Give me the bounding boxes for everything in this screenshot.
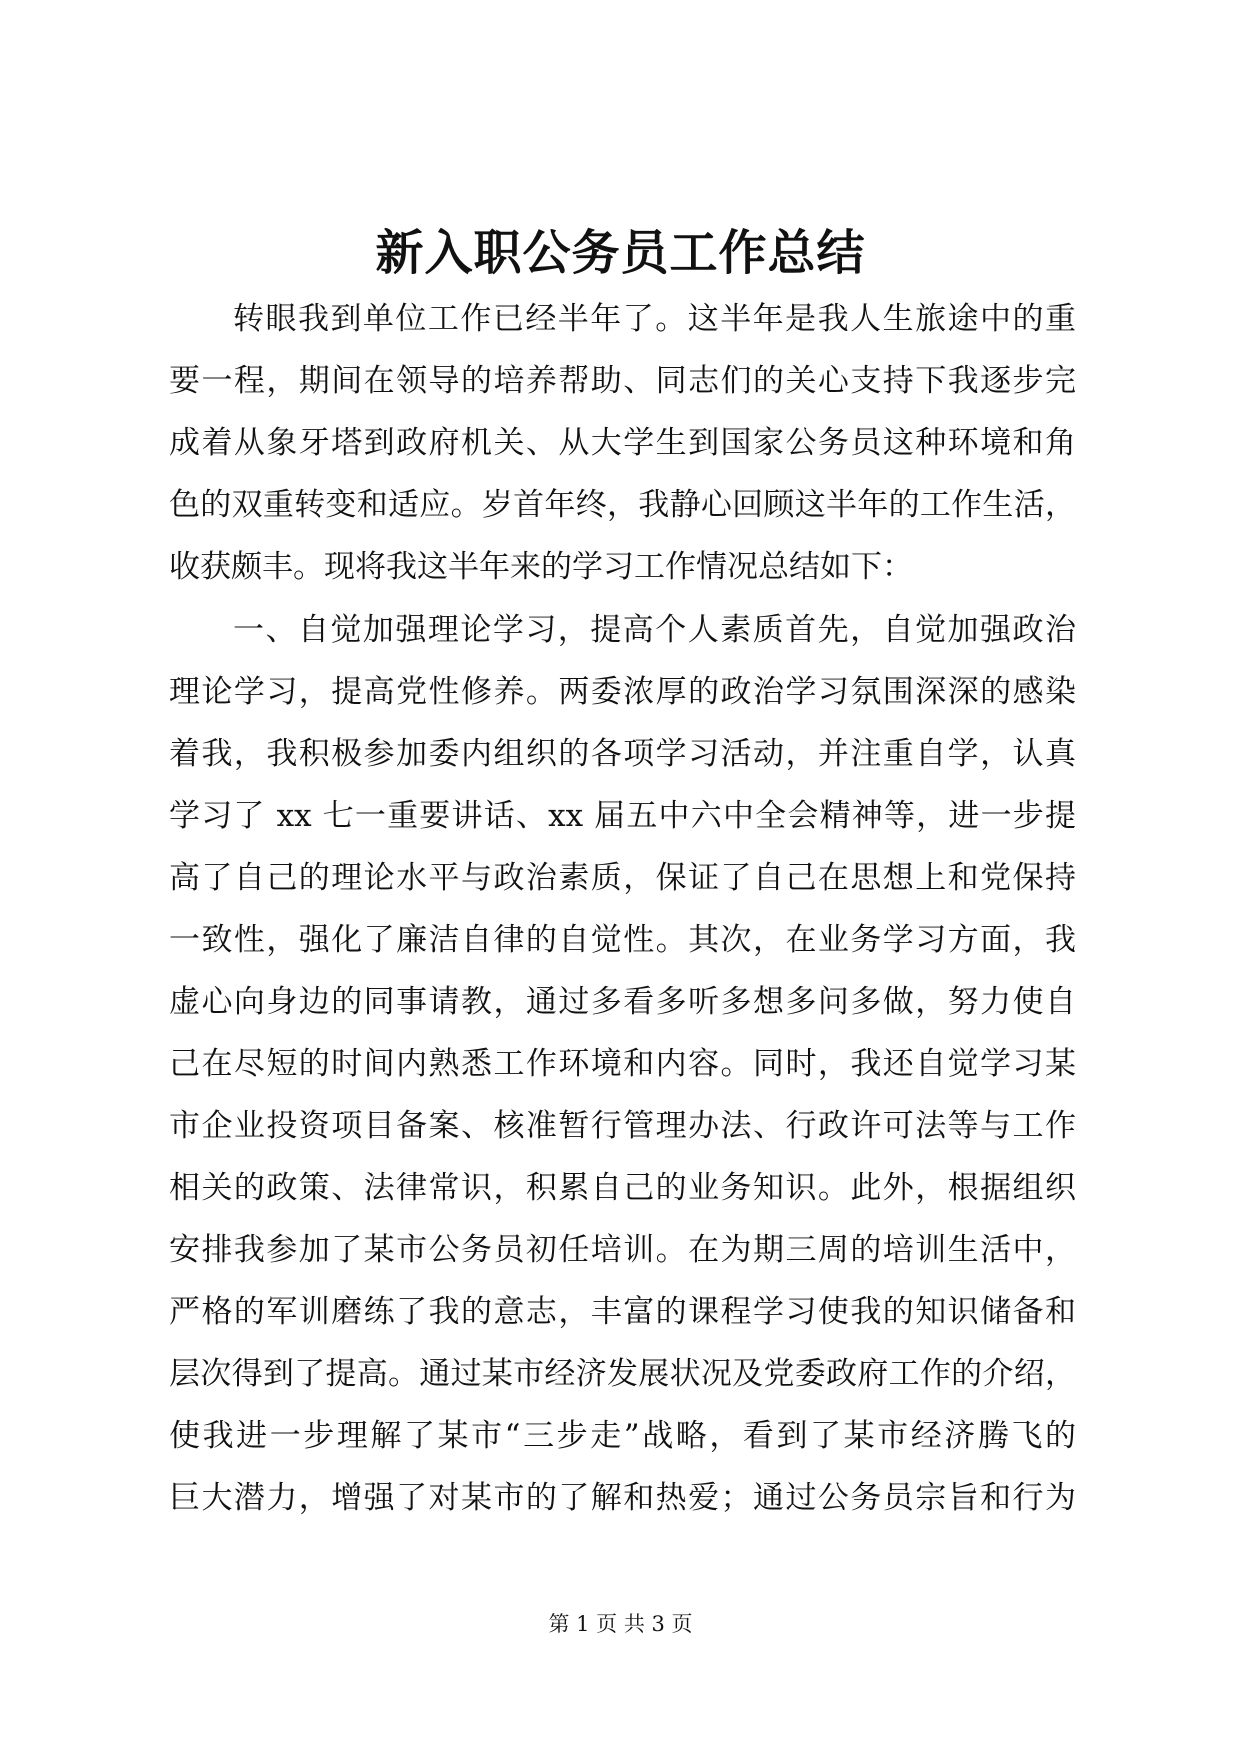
text-line: 虚心向身边的同事请教，通过多看多听多想多问多做，努力使自 — [169, 984, 1076, 1020]
text-line: 一、自觉加强理论学习，提高个人素质首先，自觉加强政治 — [233, 612, 1076, 648]
text-line: 使我进一步理解了某市“三步走”战略，看到了某市经济腾飞的 — [169, 1418, 1076, 1454]
text-line: 成着从象牙塔到政府机关、从大学生到国家公务员这种环境和角 — [169, 425, 1076, 461]
text-line: 严格的军训磨练了我的意志，丰富的课程学习使我的知识储备和 — [169, 1294, 1076, 1330]
text-line: 一致性，强化了廉洁自律的自觉性。其次，在业务学习方面，我 — [169, 922, 1076, 958]
text-line: 层次得到了提高。通过某市经济发展状况及党委政府工作的介绍， — [169, 1356, 1076, 1392]
paragraph-intro — [169, 288, 1076, 598]
text-line: 相关的政策、法律常识，积累自己的业务知识。此外，根据组织 — [169, 1170, 1076, 1206]
text-line: 色的双重转变和适应。岁首年终，我静心回顾这半年的工作生活， — [169, 487, 1076, 523]
text-line: 己在尽短的时间内熟悉工作环境和内容。同时，我还自觉学习某 — [169, 1046, 1076, 1082]
text-line: 理论学习，提高党性修养。两委浓厚的政治学习氛围深深的感染 — [169, 674, 1076, 710]
text-line: 学习了 xx 七一重要讲话、xx 届五中六中全会精神等，进一步提 — [169, 798, 1076, 834]
text-line: 着我，我积极参加委内组织的各项学习活动，并注重自学，认真 — [169, 736, 1076, 772]
document-title: 新入职公务员工作总结 — [375, 225, 866, 281]
text-line: 巨大潜力，增强了对某市的了解和热爱；通过公务员宗旨和行为 — [169, 1480, 1076, 1516]
text-line: 市企业投资项目备案、核准暂行管理办法、行政许可法等与工作 — [169, 1108, 1076, 1144]
text-line: 转眼我到单位工作已经半年了。这半年是我人生旅途中的重 — [233, 301, 1076, 337]
text-line: 高了自己的理论水平与政治素质，保证了自己在思想上和党保持 — [169, 860, 1076, 896]
text-line: 要一程，期间在领导的培养帮助、同志们的关心支持下我逐步完 — [169, 363, 1076, 399]
text-line: 收获颇丰。现将我这半年来的学习工作情况总结如下： — [169, 549, 913, 585]
paragraph-section-one — [169, 599, 1076, 1529]
page-number: 第 1 页 共 3 页 — [548, 1612, 693, 1636]
text-line: 安排我参加了某市公务员初任培训。在为期三周的培训生活中， — [169, 1232, 1076, 1268]
